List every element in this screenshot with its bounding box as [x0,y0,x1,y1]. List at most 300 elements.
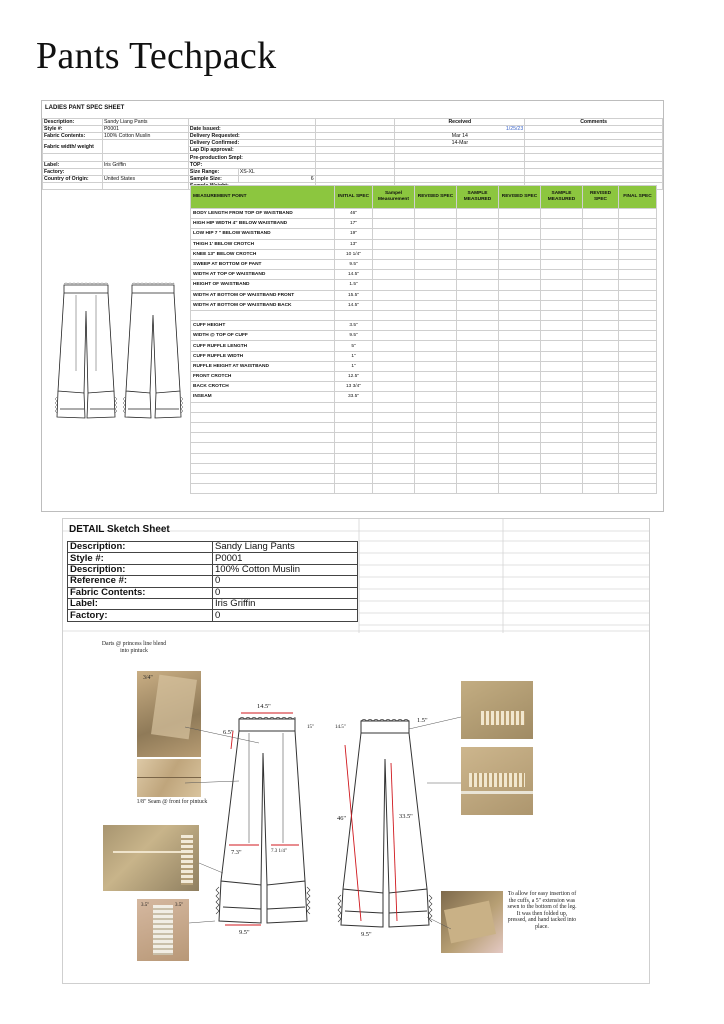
technical-drawing [63,633,649,983]
table-cell [499,382,541,392]
date-label: Lap Dip approval: [188,147,315,154]
table-cell [373,280,415,290]
detail-label: Description: [68,542,213,553]
comments-header: Comments [525,119,663,126]
table-cell [583,402,619,412]
length-dim: 46" [337,815,346,822]
table-cell [457,412,499,422]
table-cell [457,341,499,351]
table-cell [373,412,415,422]
table-cell [583,219,619,229]
measurement-point: SWEEP AT BOTTOM OF PANT [191,259,335,269]
measurement-point: KNEE 13" BELOW CROTCH [191,249,335,259]
table-cell [619,412,657,422]
table-cell [415,280,457,290]
field-label: Fabric width/ weight [43,140,103,154]
table-row [191,249,657,259]
table-cell [335,484,373,494]
received-header: Received [395,119,525,126]
table-cell [457,290,499,300]
table-cell [619,433,657,443]
table-cell [583,300,619,310]
table-cell [499,422,541,432]
table-cell [541,321,583,331]
detail-value: 0 [213,576,358,587]
knee-left-dim: 7.3" [231,849,242,856]
pintuck-seam-note: 1/8" Seam @ front for pintuck [136,799,208,805]
table-cell [499,443,541,453]
table-cell [619,321,657,331]
detail-value: 0 [213,610,358,621]
table-cell [457,361,499,371]
table-row [191,209,657,219]
table-cell [415,239,457,249]
table-row [191,351,657,361]
table-row [191,331,657,341]
table-cell [541,290,583,300]
measurement-point: HIGH HIP WIDTH 4" BELOW WAISTBAND [191,219,335,229]
table-cell [415,372,457,382]
table-row [191,382,657,392]
table-cell [373,331,415,341]
table-cell [499,321,541,331]
table-cell [619,443,657,453]
detail-label: Description: [68,564,213,575]
measurement-point: BODY LENGTH FROM TOP OF WAISTBAND [191,209,335,219]
table-cell [499,310,541,320]
table-cell [373,209,415,219]
detail-sketch-area [63,633,649,983]
table-cell [373,270,415,280]
initial-spec: 14.5" [335,300,373,310]
table-cell [541,310,583,320]
table-cell [373,321,415,331]
table-cell [583,229,619,239]
table-cell [583,484,619,494]
table-cell [191,443,335,453]
detail-row [68,542,358,553]
table-cell [191,473,335,483]
table-cell [619,290,657,300]
detail-value: P0001 [213,553,358,564]
date-label: Delivery Confirmed: [188,140,315,147]
table-cell [499,270,541,280]
table-cell [373,300,415,310]
table-cell [415,229,457,239]
table-cell [541,392,583,402]
table-cell [457,463,499,473]
table-cell [457,270,499,280]
column-header: FINAL SPEC [619,186,657,209]
table-cell [619,259,657,269]
field-value: 100% Cotton Muslin [102,133,188,140]
table-cell [415,270,457,280]
table-cell [541,443,583,453]
table-row [191,402,657,412]
table-cell [415,321,457,331]
table-cell [541,270,583,280]
table-cell [541,473,583,483]
date-label: Size Range: [188,168,238,175]
table-cell [583,249,619,259]
table-row [191,280,657,290]
initial-spec: 46" [335,209,373,219]
initial-spec: 13" [335,239,373,249]
table-cell [335,473,373,483]
table-row [191,463,657,473]
table-cell [373,382,415,392]
cuff-bottom-dim: 9.5" [361,931,372,938]
table-cell [583,341,619,351]
table-cell [583,361,619,371]
measurement-table [190,185,657,494]
field-label: Country of Origin: [43,175,103,182]
initial-spec: 1" [335,351,373,361]
table-cell [191,463,335,473]
table-cell [619,372,657,382]
table-cell [415,484,457,494]
field-value: Iris Griffin [102,161,188,168]
initial-spec: 5" [335,341,373,351]
initial-spec: 9.5" [335,259,373,269]
table-cell [457,433,499,443]
table-cell [583,422,619,432]
measurement-point: FRONT CROTCH [191,372,335,382]
table-cell [457,402,499,412]
table-cell [373,310,415,320]
table-cell [457,351,499,361]
table-cell [335,443,373,453]
detail-row [68,564,358,575]
table-cell [457,310,499,320]
table-cell [541,382,583,392]
table-cell [457,392,499,402]
date-value: 14-Mar [395,140,525,147]
inseam-dim: 33.5" [399,813,413,820]
table-cell [373,402,415,412]
detail-row [68,610,358,621]
table-cell [373,361,415,371]
table-cell [541,219,583,229]
initial-spec: 14.5" [335,270,373,280]
measurement-point: BACK CROTCH [191,382,335,392]
measurement-point: RUFFLE HEIGHT AT WAISTBAND [191,361,335,371]
table-cell [619,341,657,351]
spec-sheet-title: LADIES PANT SPEC SHEET [45,105,125,111]
measurement-point: CUFF HEIGHT [191,321,335,331]
table-cell [457,372,499,382]
table-cell [541,341,583,351]
detail-row [68,576,358,587]
column-header: REVISED SPEC [583,186,619,209]
initial-spec [335,310,373,320]
table-cell [583,412,619,422]
table-cell [457,422,499,432]
detail-label: Fabric Contents: [68,587,213,598]
table-row [191,361,657,371]
table-cell [373,219,415,229]
table-cell [415,402,457,412]
table-cell [499,331,541,341]
table-row [191,473,657,483]
table-cell [499,341,541,351]
table-cell [583,280,619,290]
detail-sheet-title: DETAIL Sketch Sheet [69,524,170,535]
measurement-point: INSEAM [191,392,335,402]
table-cell [583,473,619,483]
table-cell [457,473,499,483]
table-cell [499,239,541,249]
table-cell [373,443,415,453]
detail-row [68,598,358,609]
table-cell [583,443,619,453]
table-cell [457,321,499,331]
spec-meta-table [42,118,663,190]
table-cell [415,443,457,453]
waist-top-dim: 14.5" [257,703,271,710]
table-cell [541,422,583,432]
initial-spec: 33.5" [335,392,373,402]
table-cell [499,209,541,219]
measurement-point: CUFF RUFFLE WIDTH [191,351,335,361]
table-cell [583,209,619,219]
table-cell [373,249,415,259]
table-cell [415,290,457,300]
measurement-point: WIDTH @ TOP OF CUFF [191,331,335,341]
table-row [191,321,657,331]
table-cell [457,219,499,229]
table-cell [541,280,583,290]
table-row [191,270,657,280]
table-cell [541,229,583,239]
table-cell [373,341,415,351]
table-cell [619,331,657,341]
table-cell [415,219,457,229]
spec-sheet [41,100,664,512]
date-label: Sample Size: [188,175,238,182]
table-cell [373,422,415,432]
date-label: Delivery Requested: [188,133,315,140]
table-cell [373,229,415,239]
table-cell [191,433,335,443]
detail-label: Label: [68,598,213,609]
field-label: Factory: [43,168,103,175]
column-header: INITIAL SPEC [335,186,373,209]
table-cell [415,453,457,463]
table-cell [619,280,657,290]
table-cell [415,249,457,259]
table-cell [335,463,373,473]
table-cell [583,433,619,443]
measurement-point: WIDTH AT TOP OF WAISTBAND [191,270,335,280]
initial-spec: 12.5" [335,372,373,382]
table-cell [415,382,457,392]
table-cell [373,239,415,249]
column-header: REVISED SPEC [499,186,541,209]
table-cell [499,259,541,269]
initial-spec: 15.5" [335,290,373,300]
table-cell [457,249,499,259]
table-cell [373,259,415,269]
table-cell [373,290,415,300]
date-label: Date Issued: [188,126,315,133]
table-cell [415,433,457,443]
table-cell [457,239,499,249]
detail-row [68,587,358,598]
table-row [191,372,657,382]
ruffle-dim: 1.5" [417,717,428,724]
initial-spec: 17" [335,219,373,229]
table-cell [583,453,619,463]
waist-bottom-back-dim: 14.5" [335,725,346,730]
table-cell [499,453,541,463]
table-cell [457,300,499,310]
table-cell [457,484,499,494]
table-cell [619,351,657,361]
table-cell [415,361,457,371]
table-row [191,443,657,453]
column-header: Sampel Measurement [373,186,415,209]
date-value: XS-XL [238,168,315,175]
table-row [191,484,657,494]
measurement-point: WIDTH AT BOTTOM OF WAISTBAND FRONT [191,290,335,300]
initial-spec: 9.5" [335,331,373,341]
table-cell [541,453,583,463]
date-value: 6 [238,175,315,182]
table-row [191,290,657,300]
photo-a-dim: 3.5" [141,903,150,908]
table-cell [457,331,499,341]
table-cell [583,372,619,382]
table-cell [619,484,657,494]
table-cell [541,239,583,249]
table-cell [619,249,657,259]
table-cell [619,402,657,412]
column-header: MEASUREMENT POINT [191,186,335,209]
table-cell [583,270,619,280]
date-label: Pre-production Smpl: [188,154,315,161]
measurement-header-row [191,186,657,209]
darts-note: Darts @ princess line blend into pintuck [101,641,167,654]
date-label: TOP: [188,161,315,168]
detail-label: Style #: [68,553,213,564]
initial-spec: 13 3/4" [335,382,373,392]
field-value: P0001 [102,126,188,133]
table-row [191,433,657,443]
table-cell [619,422,657,432]
table-cell [541,209,583,219]
date-value: 1/25/23 [395,126,525,133]
table-cell [373,351,415,361]
table-cell [415,310,457,320]
field-value: United States [102,175,188,182]
table-cell [415,422,457,432]
table-cell [499,412,541,422]
table-cell [373,453,415,463]
measurement-point: WIDTH AT BOTTOM OF WAISTBAND BACK [191,300,335,310]
table-cell [583,463,619,473]
table-cell [541,300,583,310]
table-cell [583,331,619,341]
field-label: Fabric Contents: [43,133,103,140]
table-cell [499,433,541,443]
table-cell [541,351,583,361]
table-cell [583,239,619,249]
table-cell [415,341,457,351]
table-cell [541,463,583,473]
detail-value: 0 [213,587,358,598]
table-cell [457,453,499,463]
field-label: Style #: [43,126,103,133]
detail-sketch-sheet [62,518,650,984]
table-cell [457,259,499,269]
initial-spec: 19" [335,229,373,239]
table-cell [619,219,657,229]
photo-b-dim: 3.5" [175,903,184,908]
table-cell [335,453,373,463]
table-cell [499,361,541,371]
field-label: Description: [43,119,103,126]
table-row [191,422,657,432]
table-cell [541,331,583,341]
table-cell [457,443,499,453]
flat-sketch-front-back [46,281,186,431]
page-title: Pants Techpack [36,35,277,77]
table-cell [583,392,619,402]
detail-value: Iris Griffin [213,598,358,609]
measurement-point: HEIGHT OF WAISTBAND [191,280,335,290]
initial-spec: 1" [335,361,373,371]
table-cell [499,463,541,473]
table-cell [619,239,657,249]
cuff-construction-note: To allow for easy insertion of the cuffs, a 5" extension was sewn to the bottom of the leg. It was then folded up, pressed, and hand tacked into place. [507,891,577,930]
table-cell [373,372,415,382]
table-cell [499,484,541,494]
table-cell [415,473,457,483]
field-value: Sandy Liang Pants [102,119,188,126]
table-cell [457,209,499,219]
table-cell [415,209,457,219]
table-cell [335,402,373,412]
detail-value: Sandy Liang Pants [213,542,358,553]
table-cell [457,229,499,239]
table-cell [541,361,583,371]
table-cell [541,249,583,259]
date-value: Mar 14 [395,133,525,140]
table-cell [541,433,583,443]
table-cell [541,412,583,422]
detail-label: Factory: [68,610,213,621]
table-cell [415,259,457,269]
table-cell [541,402,583,412]
table-row [191,310,657,320]
table-cell [191,453,335,463]
table-cell [541,484,583,494]
table-cell [415,300,457,310]
table-cell [499,351,541,361]
table-cell [415,412,457,422]
table-cell [335,422,373,432]
table-cell [619,392,657,402]
table-cell [457,280,499,290]
table-cell [415,351,457,361]
table-cell [191,484,335,494]
table-cell [373,392,415,402]
waist-bottom-front-dim: 15" [307,725,315,730]
table-cell [583,290,619,300]
table-cell [541,372,583,382]
table-row [191,259,657,269]
